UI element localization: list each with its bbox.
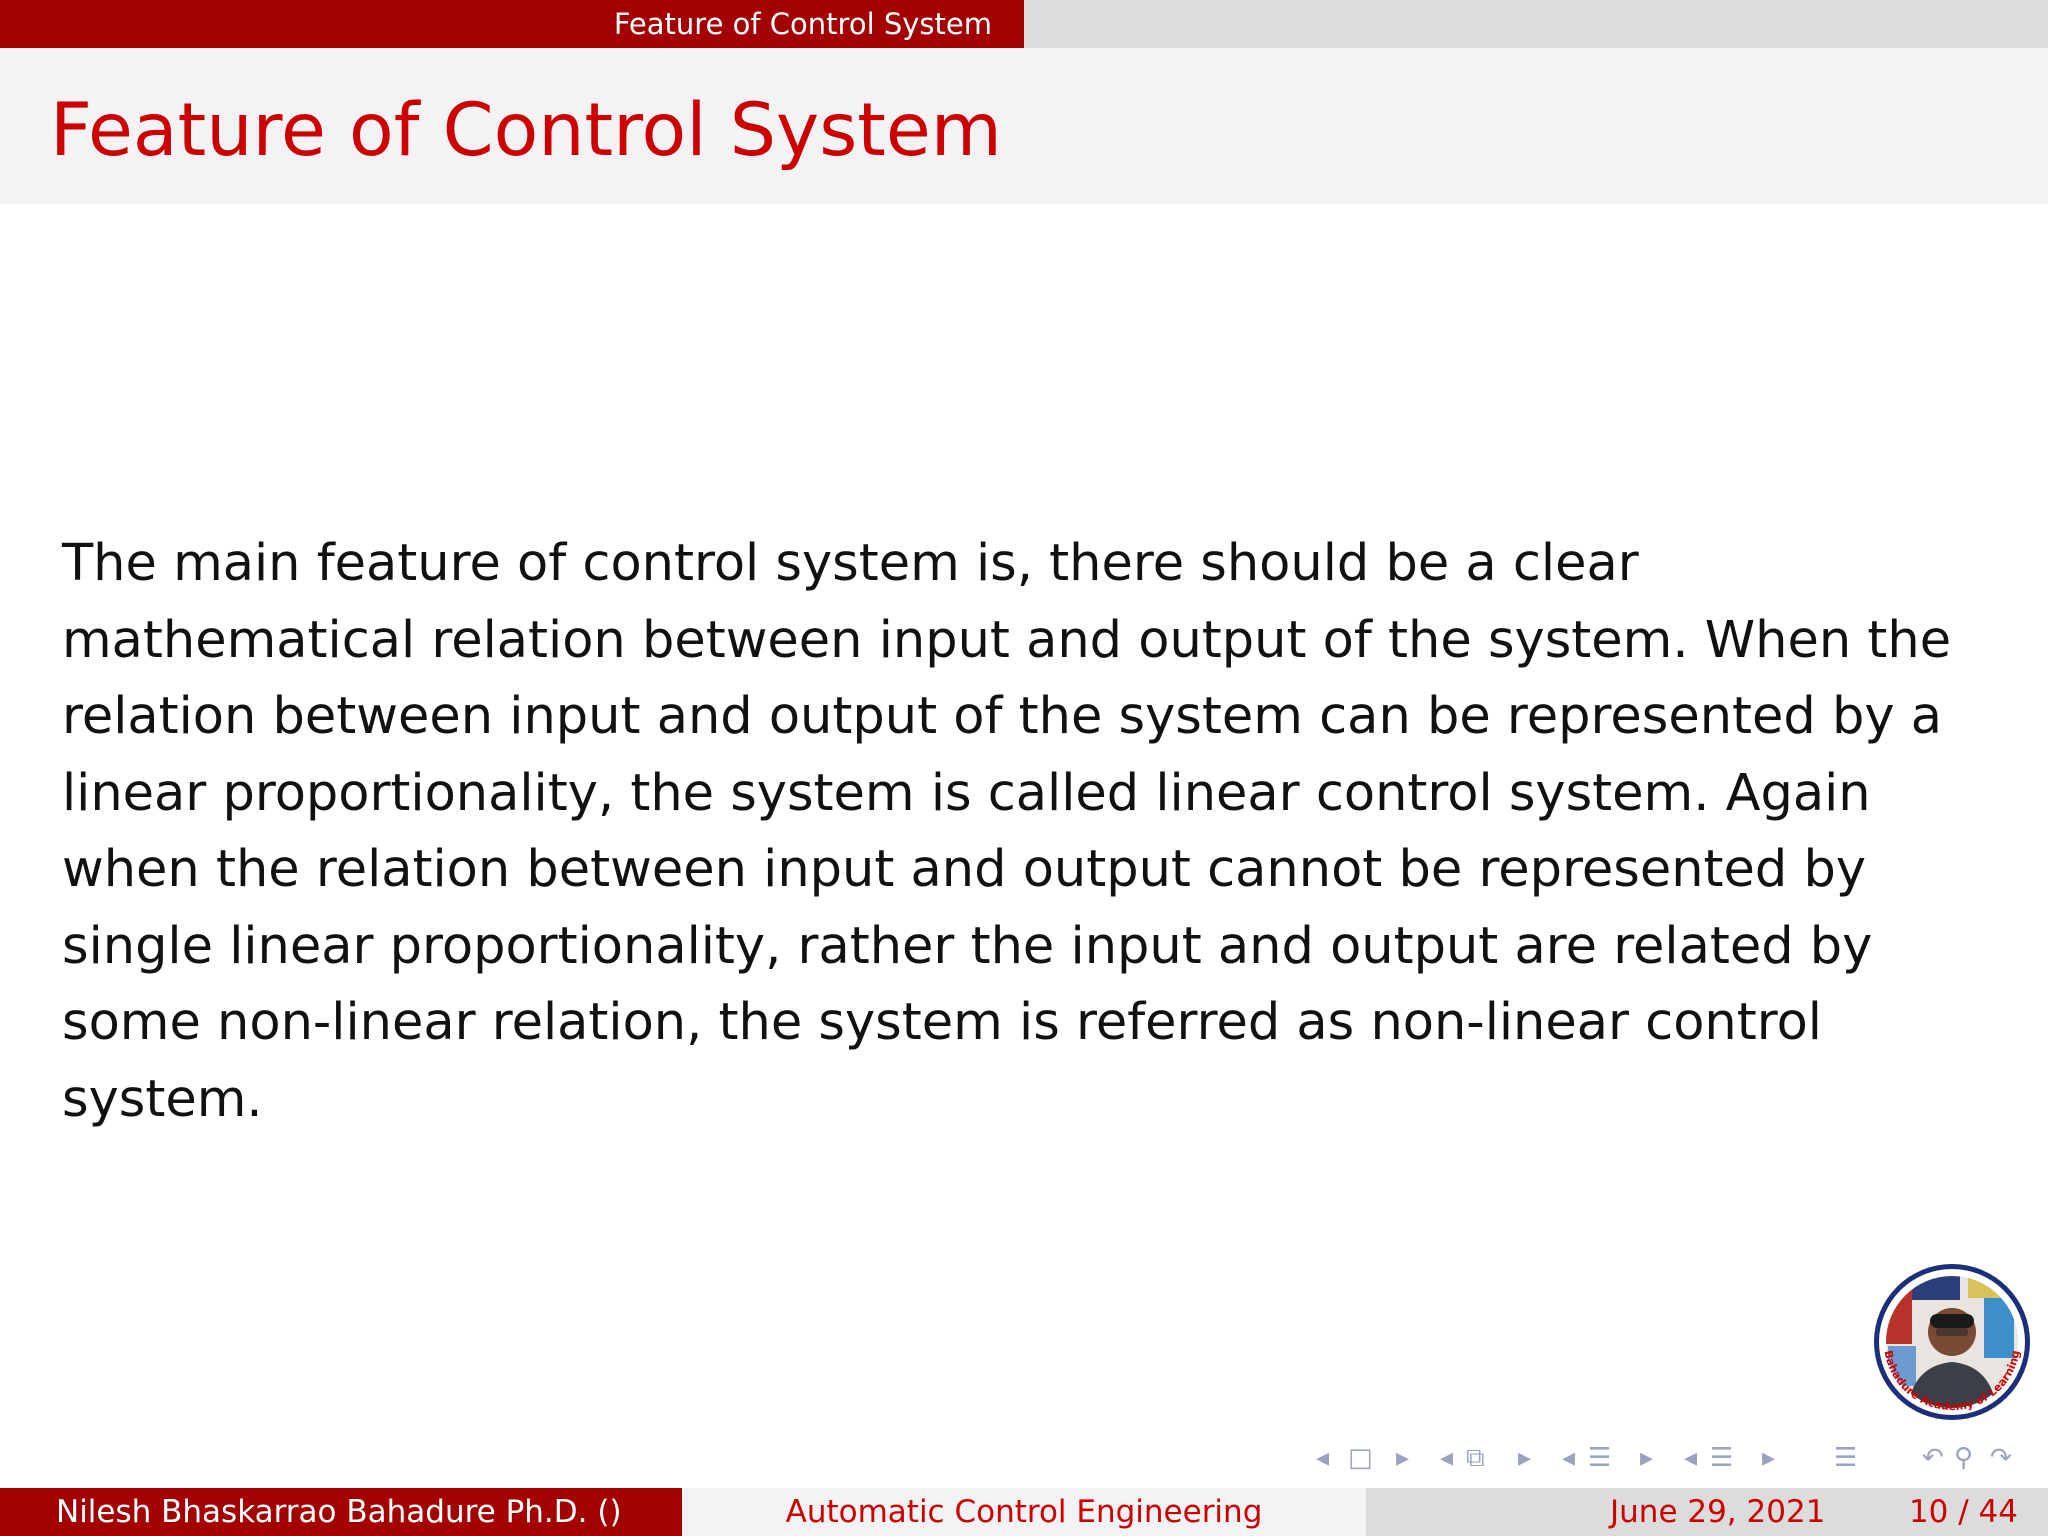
next-frame-arrow-icon[interactable]: ▸ xyxy=(1518,1443,1532,1473)
next-slide-arrow-icon[interactable]: ▸ xyxy=(1396,1443,1410,1473)
academy-logo xyxy=(1872,1262,2032,1422)
header-bar xyxy=(0,0,2048,48)
frame-nav-icon[interactable]: ⧉ xyxy=(1466,1443,1485,1473)
footer-course-title: Automatic Control Engineering xyxy=(682,1488,1366,1536)
footer-date: June 29, 2021 xyxy=(1610,1494,1826,1530)
next-subsection-arrow-icon[interactable]: ▸ xyxy=(1640,1443,1654,1473)
prev-section-arrow-icon[interactable]: ◂ xyxy=(1684,1443,1698,1473)
forward-icon[interactable]: ↷ xyxy=(1990,1443,2012,1473)
page-number: 10 / 44 xyxy=(1908,1494,2018,1530)
document-nav-icon[interactable]: ☰ xyxy=(1834,1443,1858,1473)
back-icon[interactable]: ↶ xyxy=(1922,1443,1944,1473)
section-title[interactable]: Feature of Control System xyxy=(0,0,1024,48)
subsection-nav-icon[interactable]: ☰ xyxy=(1588,1443,1612,1473)
footer-bar xyxy=(0,1488,2048,1536)
title-bar xyxy=(0,48,2048,204)
footer-author: Nilesh Bhaskarrao Bahadure Ph.D. () xyxy=(0,1488,682,1536)
slide-title: Feature of Control System xyxy=(50,88,1002,173)
logo-text: Bahadure Academy of Learning xyxy=(1881,1349,2023,1414)
prev-subsection-arrow-icon[interactable]: ◂ xyxy=(1562,1443,1576,1473)
next-section-arrow-icon[interactable]: ▸ xyxy=(1762,1443,1776,1473)
section-nav-icon[interactable]: ☰ xyxy=(1710,1443,1734,1473)
beamer-nav-controls xyxy=(1312,1440,2032,1476)
prev-frame-arrow-icon[interactable]: ◂ xyxy=(1440,1443,1454,1473)
search-icon[interactable]: ⚲ xyxy=(1954,1443,1974,1473)
slide-nav-icon[interactable]: □ xyxy=(1348,1443,1373,1473)
footer-date-section xyxy=(1366,1488,2048,1536)
prev-slide-arrow-icon[interactable]: ◂ xyxy=(1316,1443,1330,1473)
slide-body-text: The main feature of control system is, there should be a clear mathematical relation between input and output of the system. When the relation between input and output of the system can be represented by a linear proportionality, the system is called linear control system. Again when the relation between input and output cannot be represented by single linear proportionality, rather the input and output are related by some non-linear relation, the system is referred as non-linear control system. xyxy=(62,534,1952,1129)
